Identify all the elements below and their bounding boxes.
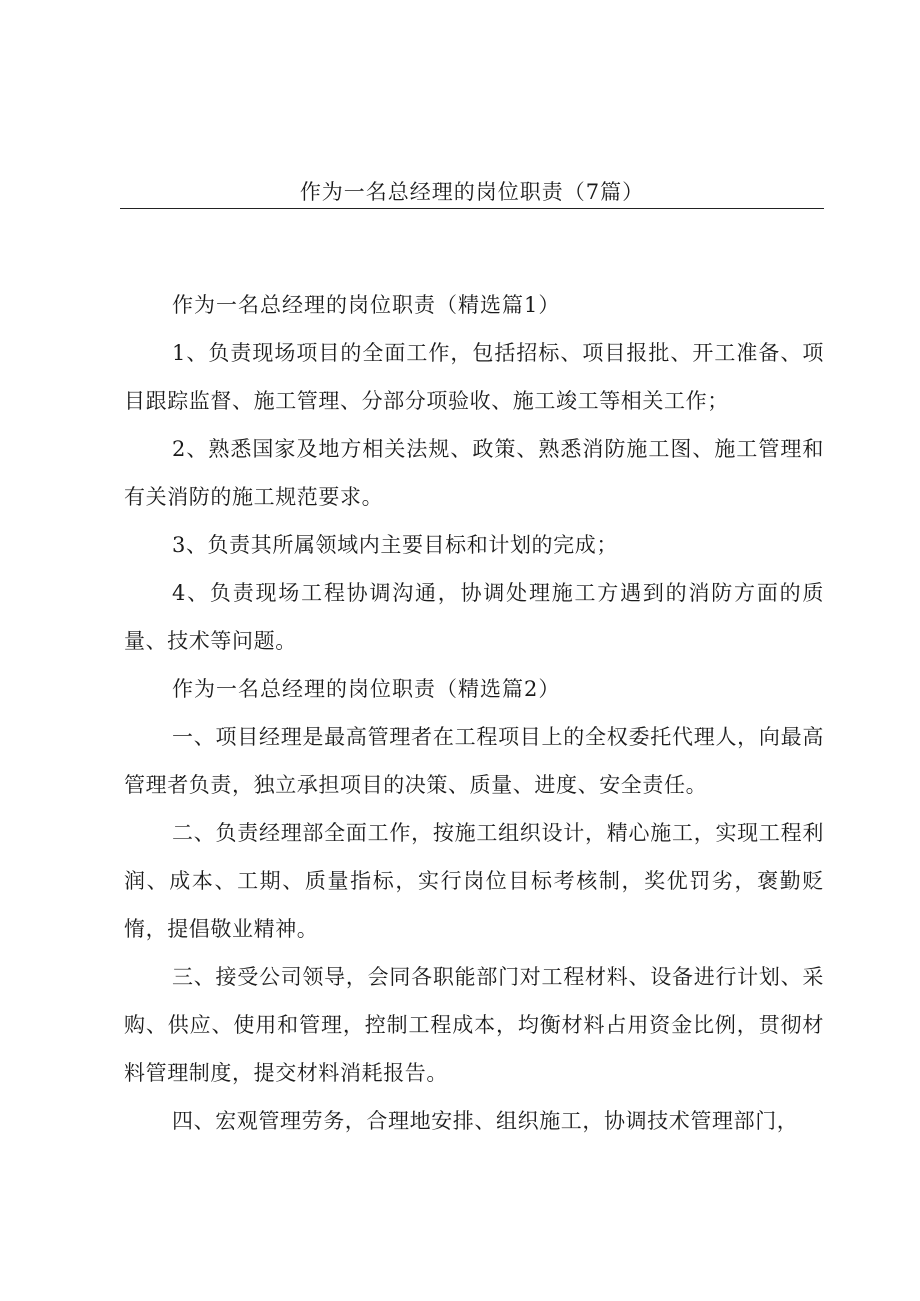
section-heading-2: 作为一名总经理的岗位职责（精选篇2）	[172, 677, 561, 701]
paragraph-1-2: 2、熟悉国家及地方相关法规、政策、熟悉消防施工图、施工管理和有关消防的施工规范要求。	[124, 437, 824, 509]
paragraph-2-4: 四、宏观管理劳务，合理地安排、组织施工，协调技术管理部门，	[172, 1109, 799, 1133]
paragraph-1-1: 1、负责现场项目的全面工作，包括招标、项目报批、开工准备、项目跟踪监督、施工管理、分部分项验收、施工竣工等相关工作；	[124, 341, 824, 413]
paragraph-1-3: 3、负责其所属领域内主要目标和计划的完成；	[172, 533, 618, 557]
paragraph-1-4: 4、负责现场工程协调沟通，协调处理施工方遇到的消防方面的质量、技术等问题。	[124, 581, 824, 653]
paragraph-2-3: 三、接受公司领导，会同各职能部门对工程材料、设备进行计划、采购、供应、使用和管理，控制工程成本，均衡材料占用资金比例，贯彻材料管理制度，提交材料消耗报告。	[124, 965, 824, 1085]
paragraph-2-2: 二、负责经理部全面工作，按施工组织设计，精心施工，实现工程利润、成本、工期、质量指标，实行岗位目标考核制，奖优罚劣，褒勤贬惰，提倡敬业精神。	[124, 821, 824, 941]
document-title: 作为一名总经理的岗位职责（7篇）	[299, 180, 645, 204]
paragraph-2-1: 一、项目经理是最高管理者在工程项目上的全权委托代理人，向最高管理者负责，独立承担项目的决策、质量、进度、安全责任。	[124, 725, 824, 797]
section-heading-1: 作为一名总经理的岗位职责（精选篇1）	[172, 293, 561, 317]
document-body	[124, 281, 824, 1145]
title-underline	[120, 208, 824, 209]
